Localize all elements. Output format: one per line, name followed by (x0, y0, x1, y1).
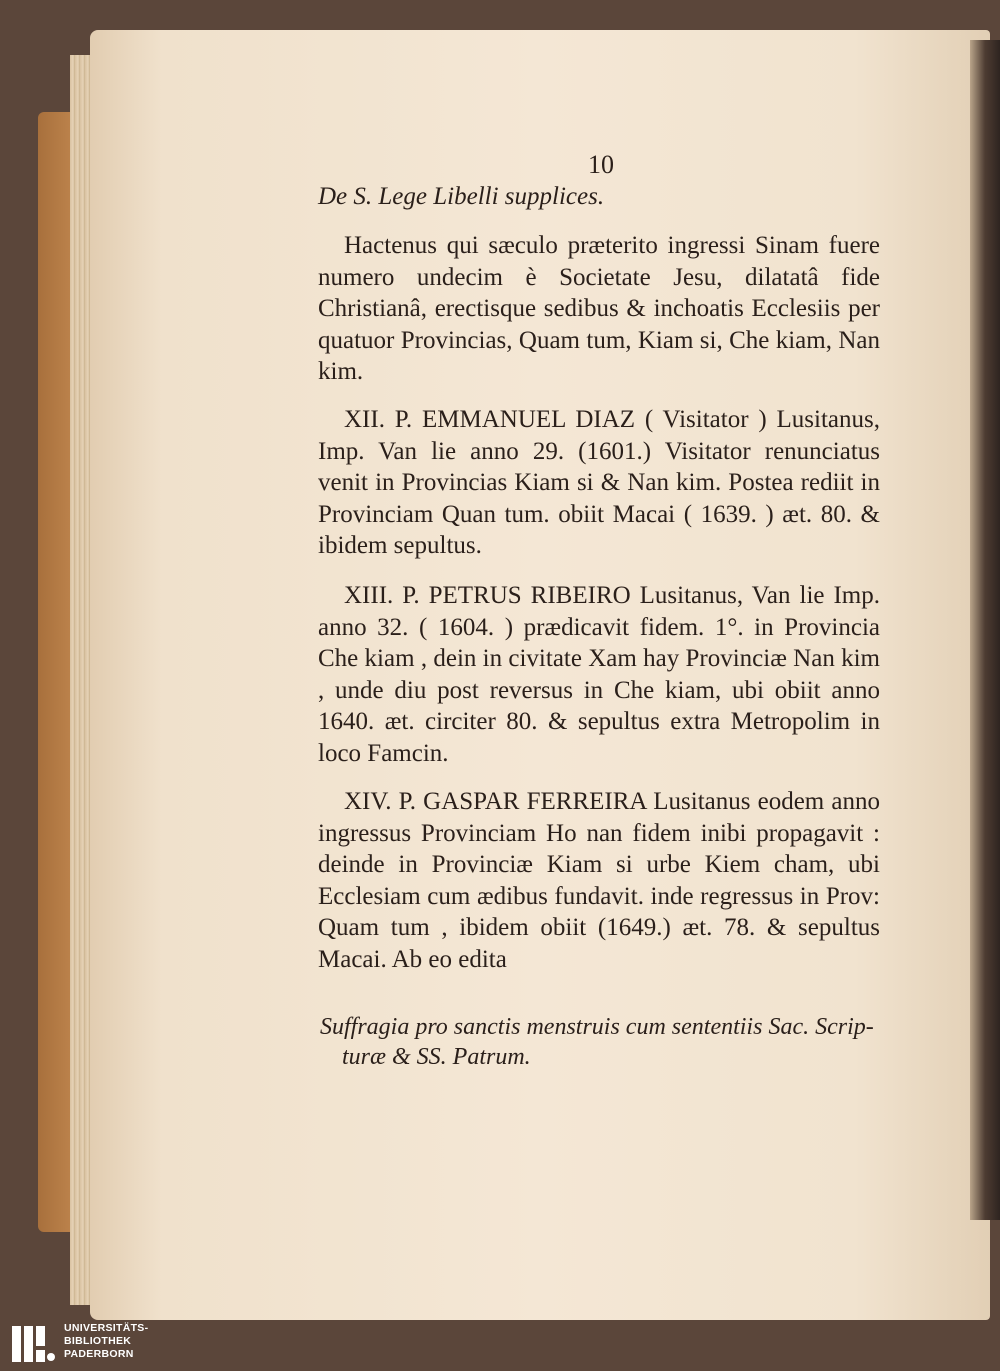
footer-note-line1: Suffragia pro sanctis menstruis cum sententiis Sac. Scrip- (320, 1014, 874, 1040)
paragraph-text: Hactenus qui sæculo præterito ingressi Sinam fuere numero undecim è Societate Jesu, dilatatâ fide Christianâ, erectisque sedibus & inchoatis Ecclesiis per quatuor Provincias, Quam tum, Kiam si, Che kiam, Nan kim. (318, 232, 880, 385)
logo-line: BIBLIOTHEK (64, 1335, 132, 1347)
running-head: De S. Lege Libelli supplices. (318, 183, 605, 210)
gutter-shadow (970, 40, 1000, 1220)
library-logo (10, 1322, 149, 1366)
library-logo-icon (10, 1324, 56, 1364)
logo-line: UNIVERSITÄTS- (64, 1322, 149, 1334)
paragraph-text: XIV. P. GASPAR FERREIRA Lusitanus eodem anno ingressus Provinciam Ho nan fidem inibi propagavit : deinde in Provinciæ Kiam si urbe Kiem cham, ubi Ecclesiam cum ædibus fundavit. inde regressus in Prov: Quam tum , ibidem obiit (1649.) æt. 78. & sepultus Macai. Ab eo edita (318, 788, 880, 973)
paragraph-ribeiro (318, 580, 880, 769)
paragraph-ferreira (318, 786, 880, 975)
logo-line: PADERBORN (64, 1348, 134, 1360)
paragraph-intro (318, 230, 880, 388)
footer-note (320, 1012, 878, 1072)
page-number: 10 (588, 150, 614, 179)
paragraph-text: XIII. P. PETRUS RIBEIRO Lusitanus, Van lie Imp. anno 32. ( 1604. ) prædicavit fidem. 1°. in Provincia Che kiam , dein in civitate Xam hay Provinciæ Nan kim , unde diu post reversus in Che kiam, ubi obiit anno 1640. æt. circiter 80. & sepultus extra Metropolim in loco Famcin. (318, 582, 880, 767)
footer-note-line2: turæ & SS. Patrum. (342, 1044, 531, 1070)
paragraph-diaz (318, 404, 880, 562)
paragraph-text: XII. P. EMMANUEL DIAZ ( Visitator ) Lusitanus, Imp. Van lie anno 29. (1601.) Visitator renunciatus venit in Provincias Kiam si & Nan kim. Postea rediit in Provinciam Quan tum. obiit Macai ( 1639. ) æt. 80. & ibidem sepultus. (318, 406, 880, 559)
library-logo-text (64, 1322, 148, 1361)
